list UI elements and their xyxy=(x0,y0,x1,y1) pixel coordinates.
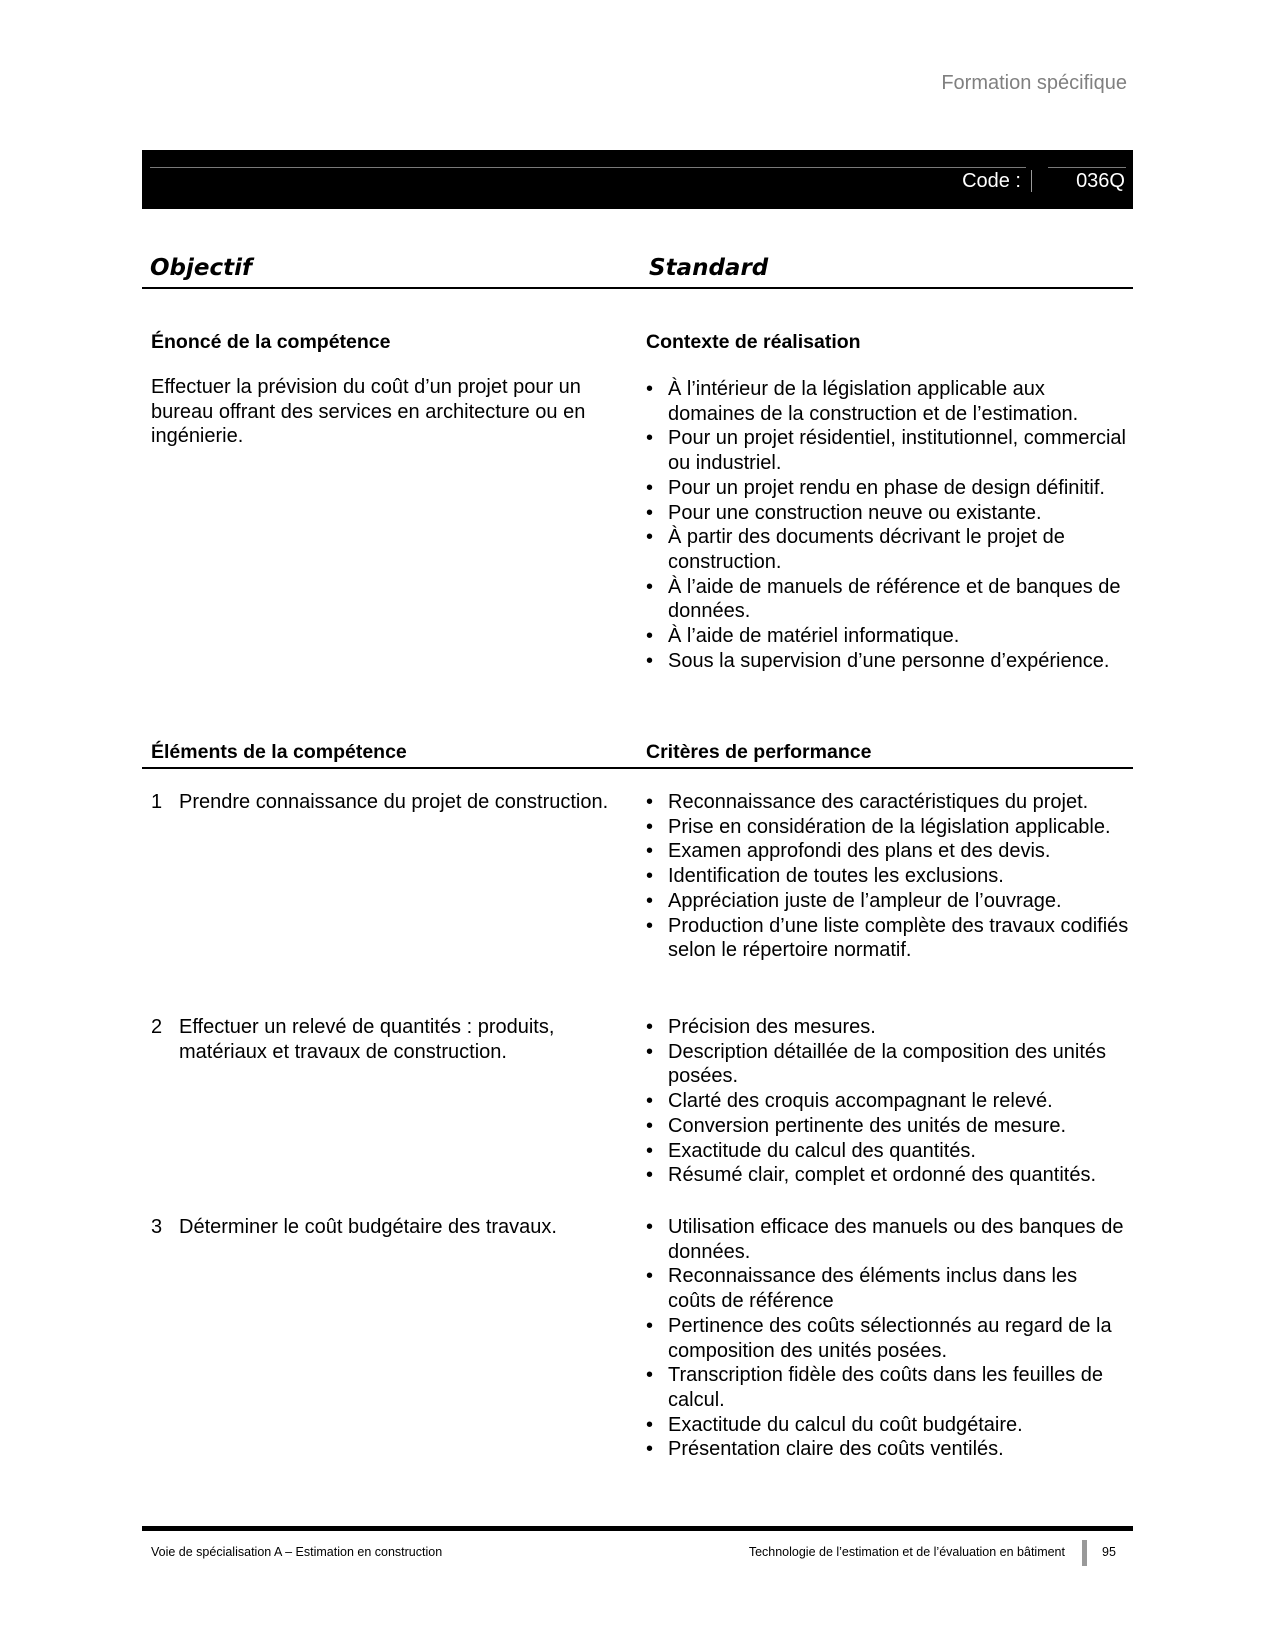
footer-rule xyxy=(142,1526,1133,1531)
statement-heading: Énoncé de la compétence xyxy=(151,331,391,353)
criterion-item: • Utilisation efficace des manuels ou des banques de données. xyxy=(644,1215,1129,1264)
element-number: 2 xyxy=(151,1016,163,1038)
criteria-heading: Critères de performance xyxy=(646,741,872,763)
criterion-item: • Reconnaissance des caractéristiques du projet. xyxy=(644,790,1134,815)
context-item: • Pour un projet résidentiel, institutionnel, commercial ou industriel. xyxy=(644,426,1129,475)
context-item: • À l’aide de matériel informatique. xyxy=(644,624,1129,649)
context-item: • À l’intérieur de la législation applicable aux domaines de la construction et de l’estimation. xyxy=(644,377,1129,426)
criterion-item: • Transcription fidèle des coûts dans les feuilles de calcul. xyxy=(644,1363,1129,1412)
context-list xyxy=(644,377,1129,673)
criterion-item: • Identification de toutes les exclusions. xyxy=(644,864,1134,889)
element-1 xyxy=(151,790,641,840)
criterion-item: • Appréciation juste de l’ampleur de l’ouvrage. xyxy=(644,889,1134,914)
criteria-list-2 xyxy=(644,1015,1139,1188)
criterion-item: • Pertinence des coûts sélectionnés au regard de la composition des unités posées. xyxy=(644,1314,1129,1363)
element-3 xyxy=(151,1215,641,1245)
page-number: 95 xyxy=(1102,1545,1116,1559)
element-text: Prendre connaissance du projet de construction. xyxy=(179,791,609,813)
criterion-item: • Reconnaissance des éléments inclus dans les coûts de référence xyxy=(644,1264,1129,1313)
criteria-list-1 xyxy=(644,790,1134,963)
criterion-item: • Présentation claire des coûts ventilés. xyxy=(644,1437,1129,1462)
element-2 xyxy=(151,1015,641,1065)
element-text: Déterminer le coût budgétaire des travaux. xyxy=(179,1216,557,1238)
running-header: Formation spécifique xyxy=(941,72,1127,94)
objective-title: Objectif xyxy=(150,255,253,281)
context-item: • Pour un projet rendu en phase de design définitif. xyxy=(644,476,1129,501)
element-number: 3 xyxy=(151,1216,163,1238)
code-label: Code : xyxy=(962,170,1021,192)
title-rule xyxy=(142,287,1133,289)
criterion-item: • Exactitude du calcul du coût budgétaire. xyxy=(644,1413,1129,1438)
code-bar-rule-right xyxy=(1048,167,1126,168)
element-number: 1 xyxy=(151,791,163,813)
criterion-item: • Production d’une liste complète des travaux codifiés selon le répertoire normatif. xyxy=(644,914,1134,963)
footer-right-text: Technologie de l’estimation et de l’évaluation en bâtiment xyxy=(748,1545,1065,1559)
standard-title: Standard xyxy=(649,255,769,281)
criterion-item: • Prise en considération de la législation applicable. xyxy=(644,815,1134,840)
context-item: • Sous la supervision d’une personne d’expérience. xyxy=(644,649,1129,674)
context-heading: Contexte de réalisation xyxy=(646,331,861,353)
footer-left-text: Voie de spécialisation A – Estimation en construction xyxy=(151,1545,443,1559)
criterion-item: • Clarté des croquis accompagnant le relevé. xyxy=(644,1089,1139,1114)
context-item: • Pour une construction neuve ou existante. xyxy=(644,501,1129,526)
criterion-item: • Précision des mesures. xyxy=(644,1015,1139,1040)
context-item: • À partir des documents décrivant le projet de construction. xyxy=(644,525,1129,574)
code-bar xyxy=(142,150,1133,209)
code-bar-separator xyxy=(1031,170,1032,192)
criterion-item: • Résumé clair, complet et ordonné des quantités. xyxy=(644,1163,1139,1188)
criteria-list-3 xyxy=(644,1215,1129,1462)
element-text: Effectuer un relevé de quantités : produits, matériaux et travaux de construction. xyxy=(179,1016,555,1063)
code-value: 036Q xyxy=(1076,170,1125,192)
context-item: • À l’aide de manuels de référence et de banques de données. xyxy=(644,575,1129,624)
statement-text: Effectuer la prévision du coût d’un projet pour un bureau offrant des services en architecture ou en ingénierie. xyxy=(151,376,586,448)
code-bar-rule xyxy=(150,167,1026,168)
elements-rule xyxy=(142,767,1133,769)
criterion-item: • Exactitude du calcul des quantités. xyxy=(644,1139,1139,1164)
criterion-item: • Conversion pertinente des unités de mesure. xyxy=(644,1114,1139,1139)
criterion-item: • Examen approfondi des plans et des devis. xyxy=(644,839,1134,864)
criterion-item: • Description détaillée de la composition des unités posées. xyxy=(644,1040,1139,1089)
elements-heading: Éléments de la compétence xyxy=(151,741,407,763)
footer-separator xyxy=(1082,1540,1087,1566)
